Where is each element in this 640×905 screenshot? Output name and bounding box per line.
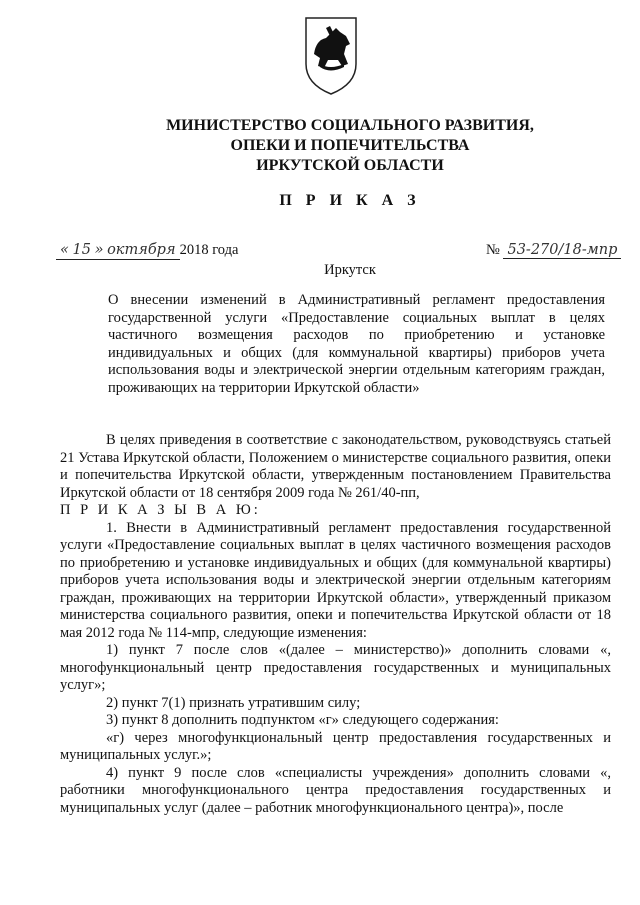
order-subject: О внесении изменений в Административный регламент предоставления государственной услуги «Предоставление социальных выплат в целях частичного возмещения расходов по приобретению и установке индивидуальных и общих (для коммунальной квартиры) приборов учета использования воды и электрической энергии отдельным категориям граждан, проживающих на территории Иркутской области» [108,292,605,396]
item-1-1-paragraph: 1) пункт 7 после слов «(далее – министерство)» дополнить словами «, многофункциональный центр предоставления государственных и муниципальных услуг»; [60,642,611,693]
order-number [486,242,621,259]
item-1-2-paragraph: 2) пункт 7(1) признать утратившим силу; [106,694,361,711]
document-type-title: П Р И К А З [279,192,421,209]
item-1-3g-paragraph: «г) через многофункциональный центр предоставления государственных и муниципальных услуг.»; [60,729,611,763]
date-year: 2018 года [179,242,239,258]
item-1-paragraph: 1. Внести в Административный регламент предоставления государственной услуги «Предоставление социальных выплат в целях частичного возмещения расходов по приобретению и установке индивидуальных и общих (для коммунальной квартиры) приборов учета использования воды и электрической энергии отдельным категориям граждан, проживающих на территории Иркутской области», утвержденный приказом министерства социального развития, опеки и попечительства Иркутской области от 18 мая 2012 года № 114-мпр, следующие изменения: [60,519,611,641]
ministry-line-1: МИНИСТЕРСТВО СОЦИАЛЬНОГО РАЗВИТИЯ, [166,117,534,134]
date-close-quote: » [94,242,104,258]
ministry-name [0,116,640,176]
city-name: Иркутск [324,262,376,278]
order-body [60,432,611,817]
date-month: октября [107,242,176,258]
item-1-4-paragraph: 4) пункт 9 после слов «специалисты учреждения» дополнить словами «, работники многофункционального центра предоставления государственных и муниципальных услуг (далее – работник многофункционального центра)», после [60,764,611,816]
coat-of-arms-emblem [300,14,362,96]
preamble-paragraph: В целях приведения в соответствие с законодательством, руководствуясь статьей 21 Устава Иркутской области, Положением о министерстве социального развития, опеки и попечительства Иркутской области, утвержденным постановлением Правительства Иркутской области от 18 сентября 2009 года № 261/40-пп, [60,432,611,501]
ministry-line-3: ИРКУТСКОЙ ОБЛАСТИ [256,157,444,174]
item-1-3-paragraph: 3) пункт 8 дополнить подпунктом «г» следующего содержания: [106,712,499,728]
ministry-line-2: ОПЕКИ И ПОПЕЧИТЕЛЬСТВА [230,137,470,154]
order-date [56,242,238,260]
date-day: 15 [72,242,91,258]
date-open-quote: « [60,242,69,258]
order-word: П Р И К А З Ы В А Ю: [60,502,261,518]
number-sign: № [486,242,500,258]
number-value: 53-270/18-мпр [503,242,621,259]
